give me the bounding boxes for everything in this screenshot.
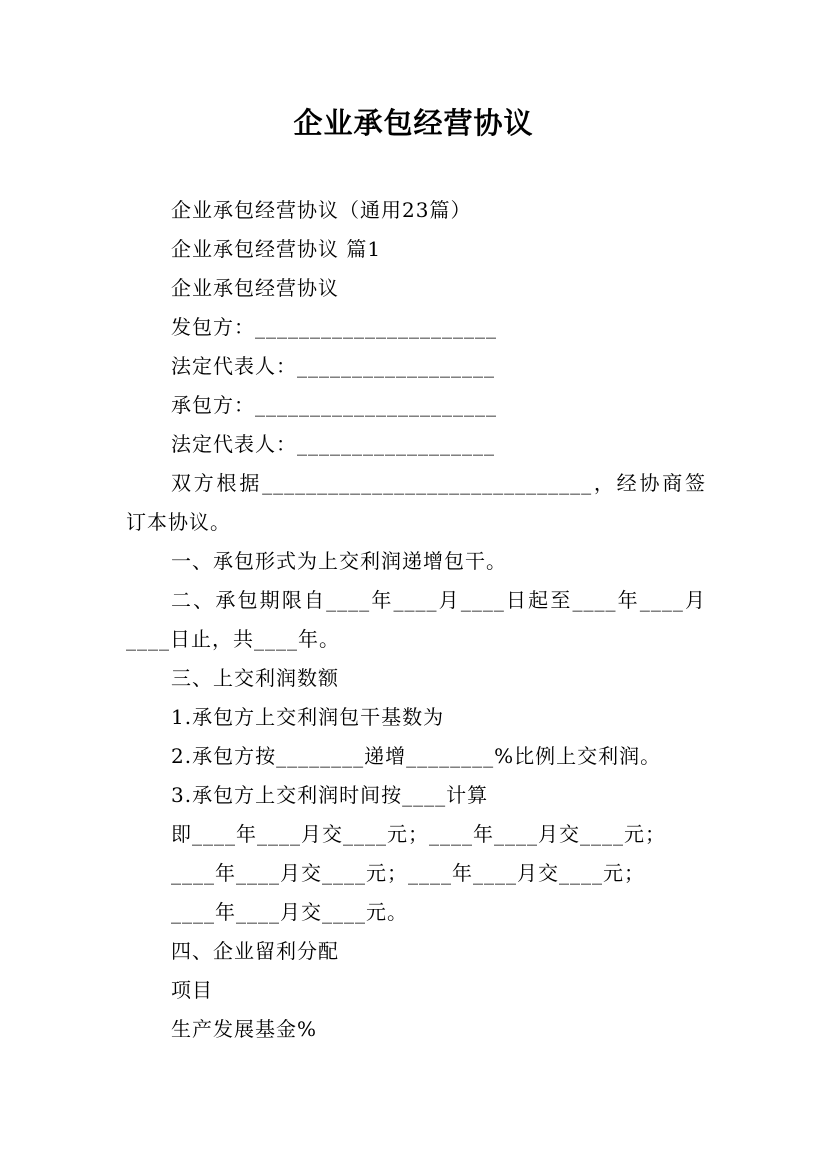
clause-1: 一、承包形式为上交利润递增包干。 (171, 549, 507, 573)
contractor-legal-rep-field: 法定代表人：__________________ (171, 432, 495, 456)
clause-3-item-1: 1.承包方上交利润包干基数为 (171, 705, 445, 729)
item-label: 项目 (171, 978, 213, 1002)
production-fund-label: 生产发展基金% (171, 1017, 318, 1041)
contractor-issuer-field: 发包方：______________________ (171, 315, 497, 339)
clause-3-item-2: 2.承包方按________递增________%比例上交利润。 (171, 744, 662, 768)
basis-paragraph-line-1: 双方根据______________________________，经协商签 (171, 471, 706, 495)
basis-paragraph-line-2: 订本协议。 (126, 510, 231, 534)
document-title: 企业承包经营协议 (293, 106, 534, 140)
contractor-field: 承包方：______________________ (171, 393, 497, 417)
clause-3-item-3: 3.承包方上交利润时间按____计算 (171, 783, 489, 807)
payment-schedule-line-2: ____年____月交____元；____年____月交____元； (171, 861, 645, 885)
clause-4-heading: 四、企业留利分配 (171, 939, 339, 963)
issuer-legal-rep-field: 法定代表人：__________________ (171, 354, 495, 378)
payment-schedule-line-3: ____年____月交____元。 (171, 900, 408, 924)
clause-3-heading: 三、上交利润数额 (171, 666, 339, 690)
clause-2-line-2: ____日止，共____年。 (126, 627, 340, 651)
subtitle-part-1: 企业承包经营协议 篇1 (171, 237, 382, 261)
agreement-heading: 企业承包经营协议 (171, 276, 339, 300)
payment-schedule-line-1: 即____年____月交____元；____年____月交____元； (171, 822, 666, 846)
subtitle-collection: 企业承包经营协议（通用23篇） (171, 198, 472, 222)
clause-2-line-1: 二、承包期限自____年____月____日起至____年____月 (171, 588, 706, 612)
